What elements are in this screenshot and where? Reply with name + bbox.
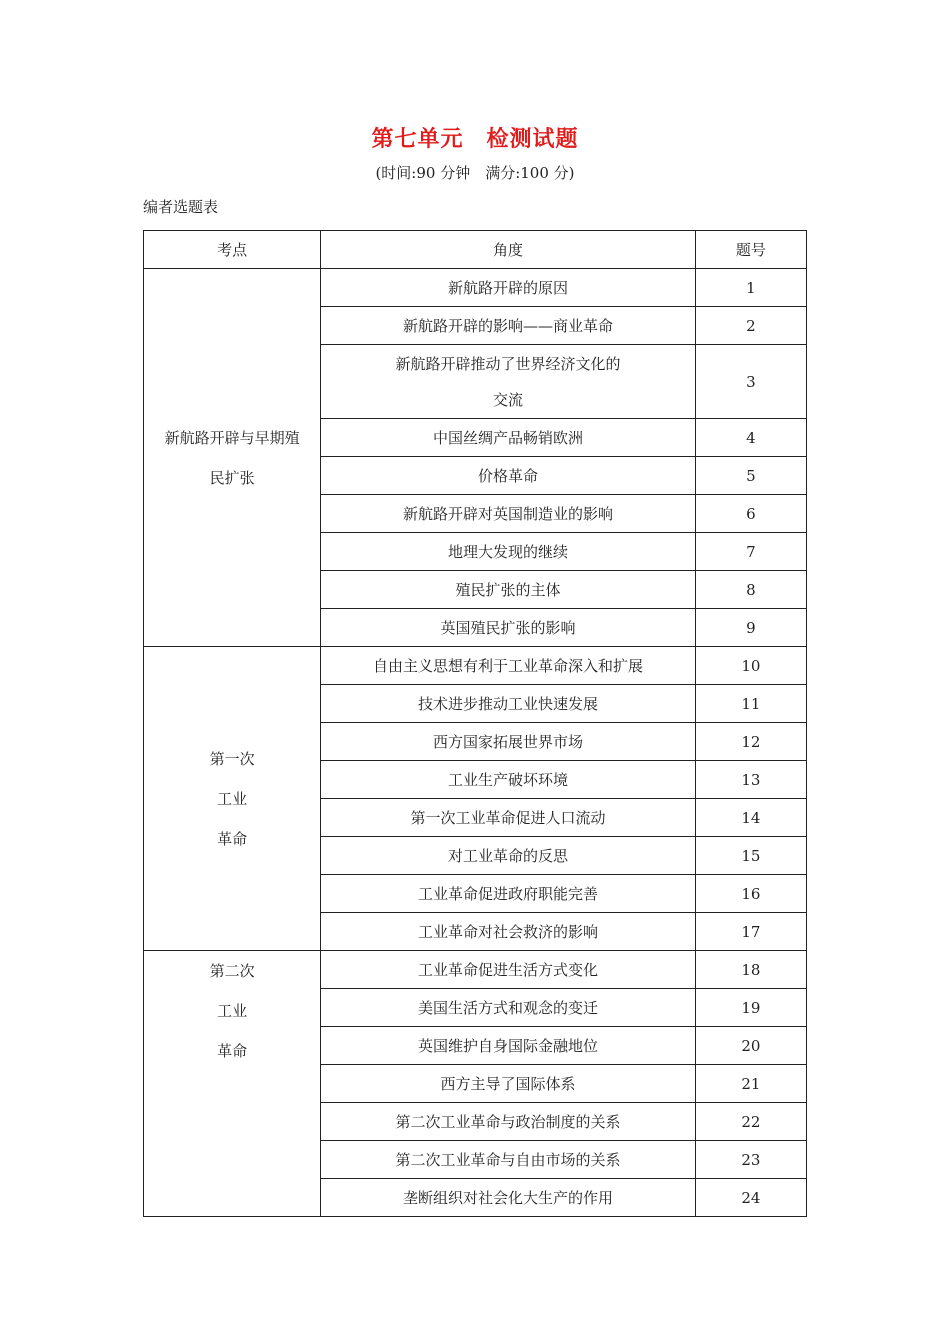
angle-cell: 工业生产破坏环境 [321,761,696,799]
number-cell: 18 [695,951,806,989]
table-caption: 编者选题表 [143,198,219,216]
number-cell: 9 [695,609,806,647]
angle-line: 新航路开辟推动了世界经济文化的 [395,354,621,373]
topic-line: 革命 [217,1042,248,1060]
angle-cell: 对工业革命的反思 [321,837,696,875]
page-title: 第七单元 检测试题 [371,126,579,152]
table-row [144,647,807,685]
number-cell: 12 [695,723,806,761]
angle-line: 交流 [493,390,524,409]
number-cell: 10 [695,647,806,685]
topic-line: 民扩张 [209,468,255,487]
topic-line: 新航路开辟与早期殖 [164,428,300,447]
angle-cell: 第一次工业革命促进人口流动 [321,799,696,837]
topic-line: 第一次 [209,749,255,768]
number-cell: 23 [695,1141,806,1179]
header-number: 题号 [695,231,806,269]
angle-cell: 工业革命对社会救济的影响 [321,913,696,951]
number-cell: 5 [695,457,806,495]
number-cell: 6 [695,495,806,533]
angle-cell: 自由主义思想有利于工业革命深入和扩展 [321,647,696,685]
exam-info: (时间:90 分钟 满分:100 分) [375,164,575,182]
angle-cell: 中国丝绸产品畅销欧洲 [321,419,696,457]
number-cell: 7 [695,533,806,571]
angle-cell: 技术进步推动工业快速发展 [321,685,696,723]
question-selection-table [143,230,807,1217]
number-cell: 16 [695,875,806,913]
number-cell: 14 [695,799,806,837]
topic-line: 第二次 [209,962,255,980]
angle-cell: 工业革命促进政府职能完善 [321,875,696,913]
header-topic: 考点 [144,231,321,269]
number-cell: 4 [695,419,806,457]
angle-cell: 垄断组织对社会化大生产的作用 [321,1179,696,1217]
angle-cell: 新航路开辟的影响——商业革命 [321,307,696,345]
angle-cell: 殖民扩张的主体 [321,571,696,609]
table-row [144,951,807,989]
angle-cell: 第二次工业革命与自由市场的关系 [321,1141,696,1179]
angle-cell [321,345,696,419]
number-cell: 2 [695,307,806,345]
number-cell: 17 [695,913,806,951]
angle-cell: 英国维护自身国际金融地位 [321,1027,696,1065]
angle-cell: 地理大发现的继续 [321,533,696,571]
number-cell: 3 [695,345,806,419]
angle-cell: 工业革命促进生活方式变化 [321,951,696,989]
number-cell: 20 [695,1027,806,1065]
table-row [144,269,807,307]
number-cell: 15 [695,837,806,875]
angle-cell: 价格革命 [321,457,696,495]
number-cell: 24 [695,1179,806,1217]
number-cell: 13 [695,761,806,799]
angle-cell: 美国生活方式和观念的变迁 [321,989,696,1027]
number-cell: 19 [695,989,806,1027]
angle-cell: 西方主导了国际体系 [321,1065,696,1103]
angle-cell: 新航路开辟对英国制造业的影响 [321,495,696,533]
number-cell: 22 [695,1103,806,1141]
angle-cell: 新航路开辟的原因 [321,269,696,307]
topic-line: 工业 [217,789,248,808]
angle-cell: 第二次工业革命与政治制度的关系 [321,1103,696,1141]
number-cell: 21 [695,1065,806,1103]
number-cell: 8 [695,571,806,609]
topic-line: 革命 [217,829,248,848]
header-angle: 角度 [321,231,696,269]
topic-line: 工业 [217,1002,248,1020]
topic-cell [144,269,321,647]
angle-cell: 西方国家拓展世界市场 [321,723,696,761]
topic-cell [144,647,321,951]
angle-cell: 英国殖民扩张的影响 [321,609,696,647]
number-cell: 1 [695,269,806,307]
topic-cell [144,951,321,1217]
number-cell: 11 [695,685,806,723]
table-header-row [144,231,807,269]
